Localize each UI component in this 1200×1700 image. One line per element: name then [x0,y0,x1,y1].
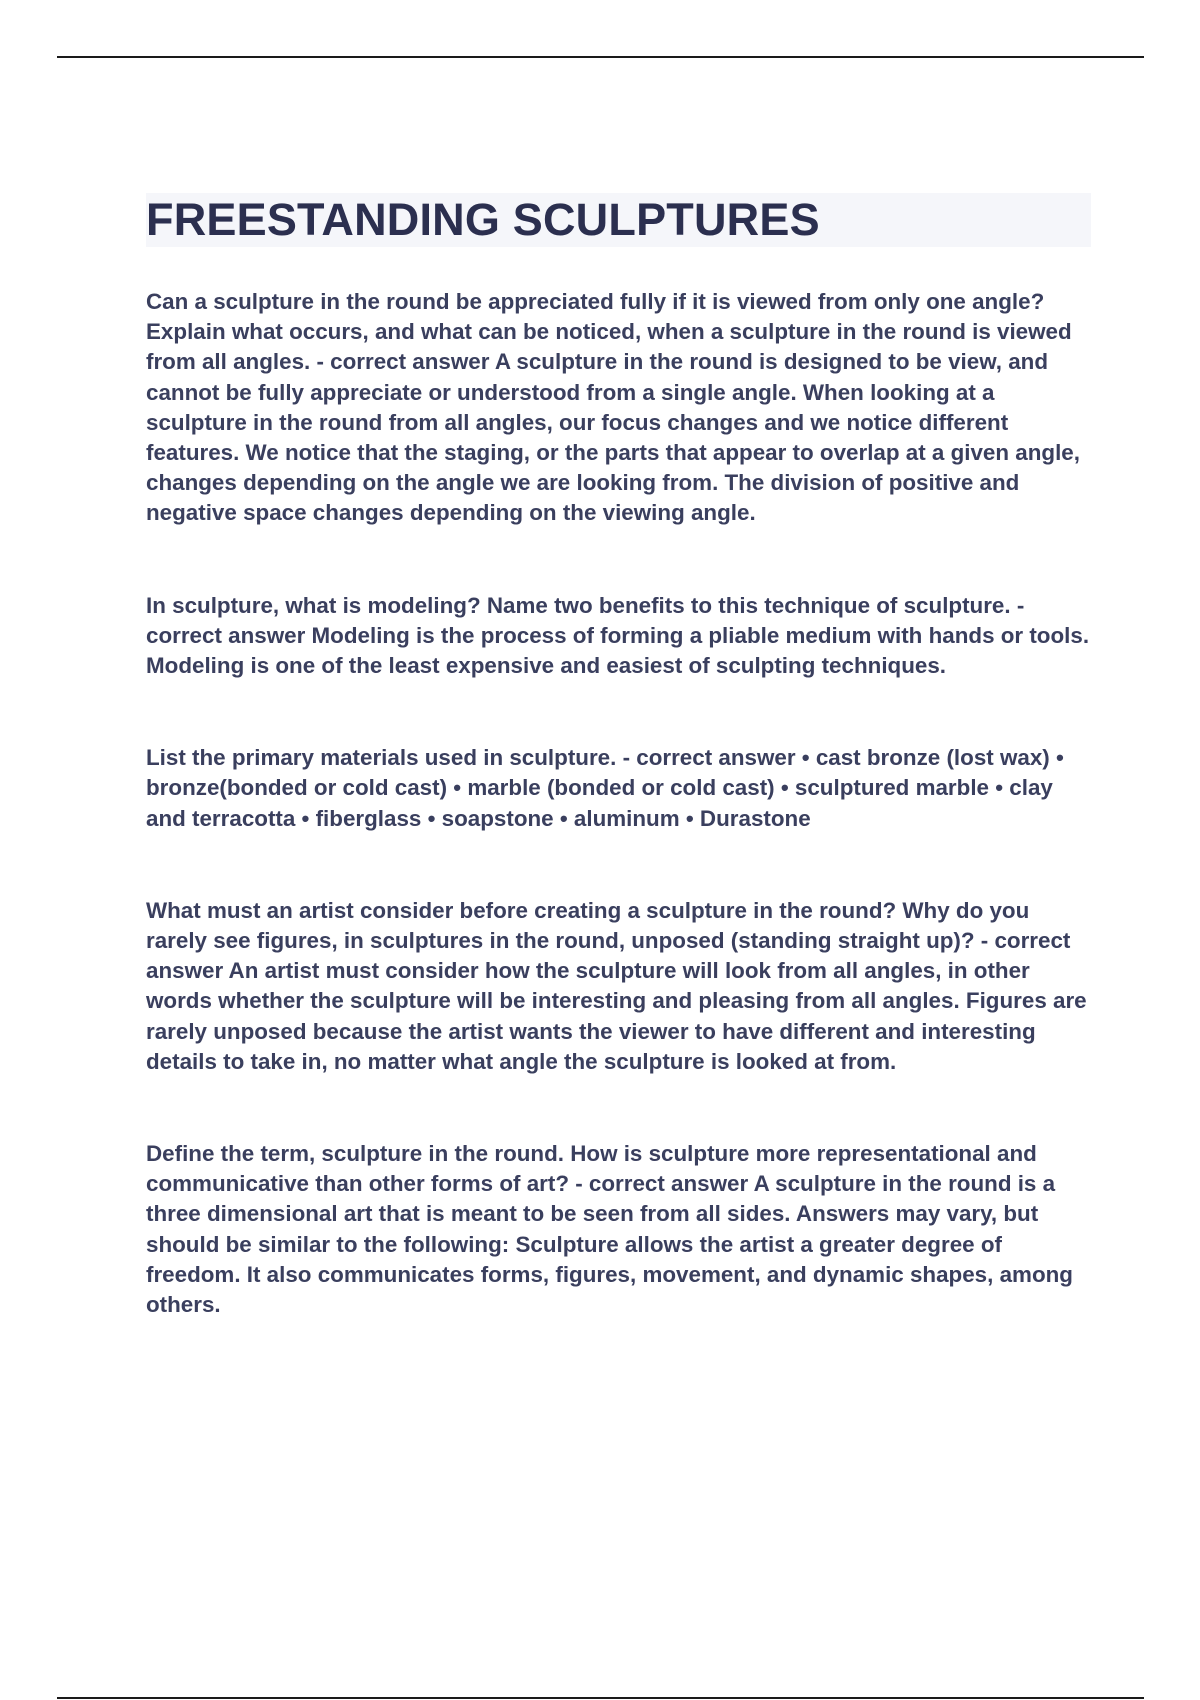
qa-entry-modeling: In sculpture, what is modeling? Name two benefits to this technique of sculpture. - correct answer Modeling is the process of forming a pliable medium with hands or tools. Modeling is one of the least expensive and easiest of sculpting techniques. [146,592,1090,679]
qa-entry-artist-considerations: What must an artist consider before creating a sculpture in the round? Why do you rarely see figures, in sculptures in the round, unposed (standing straight up)? - correct answer An artist must consider how the sculpture will look from all angles, in other words whether the sculpture will be interesting and pleasing from all angles. Figures are rarely unposed because the artist wants the viewer to have different and interesting details to take in, no matter what angle the sculpture is looked at from. [146,897,1087,1074]
qa-entry-define-sculpture-in-the-round: Define the term, sculpture in the round. How is sculpture more representational and communicative than other forms of art? - correct answer A sculpture in the round is a three dimensional art that is meant to be seen from all sides. Answers may vary, but should be similar to the following: Sculpture allows the artist a greater degree of freedom. It also communicates forms, figures, movement, and dynamic shapes, among others. [146,1141,1073,1318]
document-title: FREESTANDING SCULPTURES [146,194,820,245]
bottom-divider [57,1697,1144,1699]
qa-entry-sculpture-in-the-round-angles: Can a sculpture in the round be appreciated fully if it is viewed from only one angle? Explain what occurs, and what can be noticed, when a sculpture in the round is viewed from all angles. - correct answer A sculpture in the round is designed to be view, and cannot be fully appreciate or understood from a single angle. When looking at a sculpture in the round from all angles, our focus changes and we notice different features. We notice that the staging, or the parts that appear to overlap at a given angle, changes depending on the angle we are looking from. The division of positive and negative space changes depending on the viewing angle. [146,289,1080,526]
title-banner [146,193,1091,247]
document-body [146,193,1091,1382]
qa-list [146,287,1091,1320]
qa-entry-primary-materials: List the primary materials used in sculpture. - correct answer • cast bronze (lost wax) • bronze(bonded or cold cast) • marble (bonded or cold cast) • sculptured marble • clay and terracotta • fiberglass • soapstone • aluminum • Durastone [146,745,1064,831]
top-divider [57,56,1144,58]
